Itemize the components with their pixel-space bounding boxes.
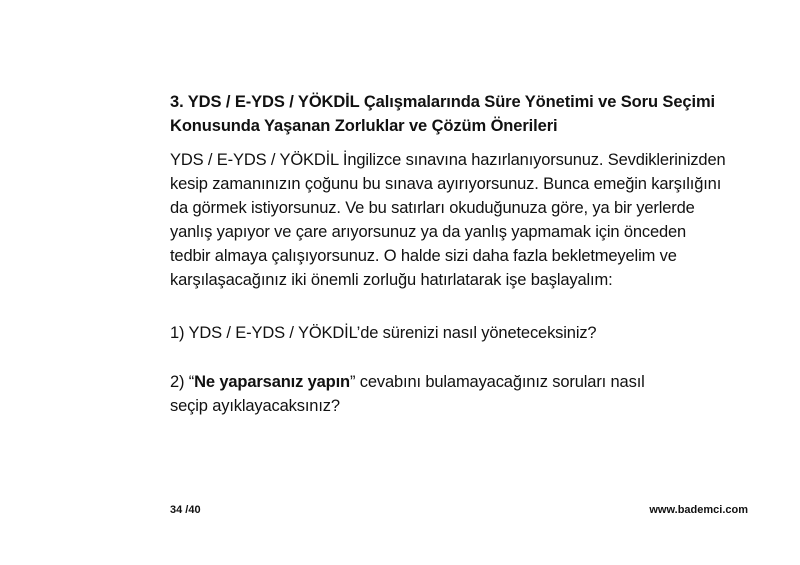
paragraph-line: yanlış yapıyor ve çare arıyorsunuz ya da yanlış yapmamak için önceden: [170, 223, 687, 241]
question-2-line-2: seçip ayıklayacaksınız?: [170, 397, 340, 415]
intro-paragraph: [170, 148, 770, 292]
paragraph-line: karşılaşacağınız iki önemli zorluğu hatırlatarak işe başlayalım:: [170, 271, 613, 289]
paragraph-line: YDS / E-YDS / YÖKDİL İngilizce sınavına hazırlanıyorsunuz. Sevdiklerinizden: [170, 151, 726, 169]
paragraph-line: tedbir almaya çalışıyorsunuz. O halde sizi daha fazla bekletmeyelim ve: [170, 247, 677, 265]
question-2: [170, 370, 645, 418]
question-2-prefix: 2) “: [170, 373, 195, 391]
website-link[interactable]: www.bademci.com: [649, 504, 748, 516]
section-heading: [170, 90, 760, 138]
question-1: 1) YDS / E-YDS / YÖKDİL’de sürenizi nasıl yöneteceksiniz?: [170, 324, 597, 342]
page-number: 34 /40: [170, 504, 201, 516]
paragraph-line: da görmek istiyorsunuz. Ve bu satırları okuduğunuza göre, ya bir yerlerde: [170, 199, 695, 217]
paragraph-line: kesip zamanınızın çoğunu bu sınava ayırıyorsunuz. Bunca emeğin karşılığını: [170, 175, 722, 193]
question-2-suffix: ” cevabını bulamayacağınız soruları nasıl: [349, 373, 645, 391]
heading-line-1: 3. YDS / E-YDS / YÖKDİL Çalışmalarında Süre Yönetimi ve Soru Seçimi: [170, 93, 716, 111]
heading-line-2: Konusunda Yaşanan Zorluklar ve Çözüm Önerileri: [170, 117, 558, 135]
question-2-bold-phrase: Ne yaparsanız yapın: [194, 373, 350, 391]
question-2-line-1: [170, 370, 645, 394]
